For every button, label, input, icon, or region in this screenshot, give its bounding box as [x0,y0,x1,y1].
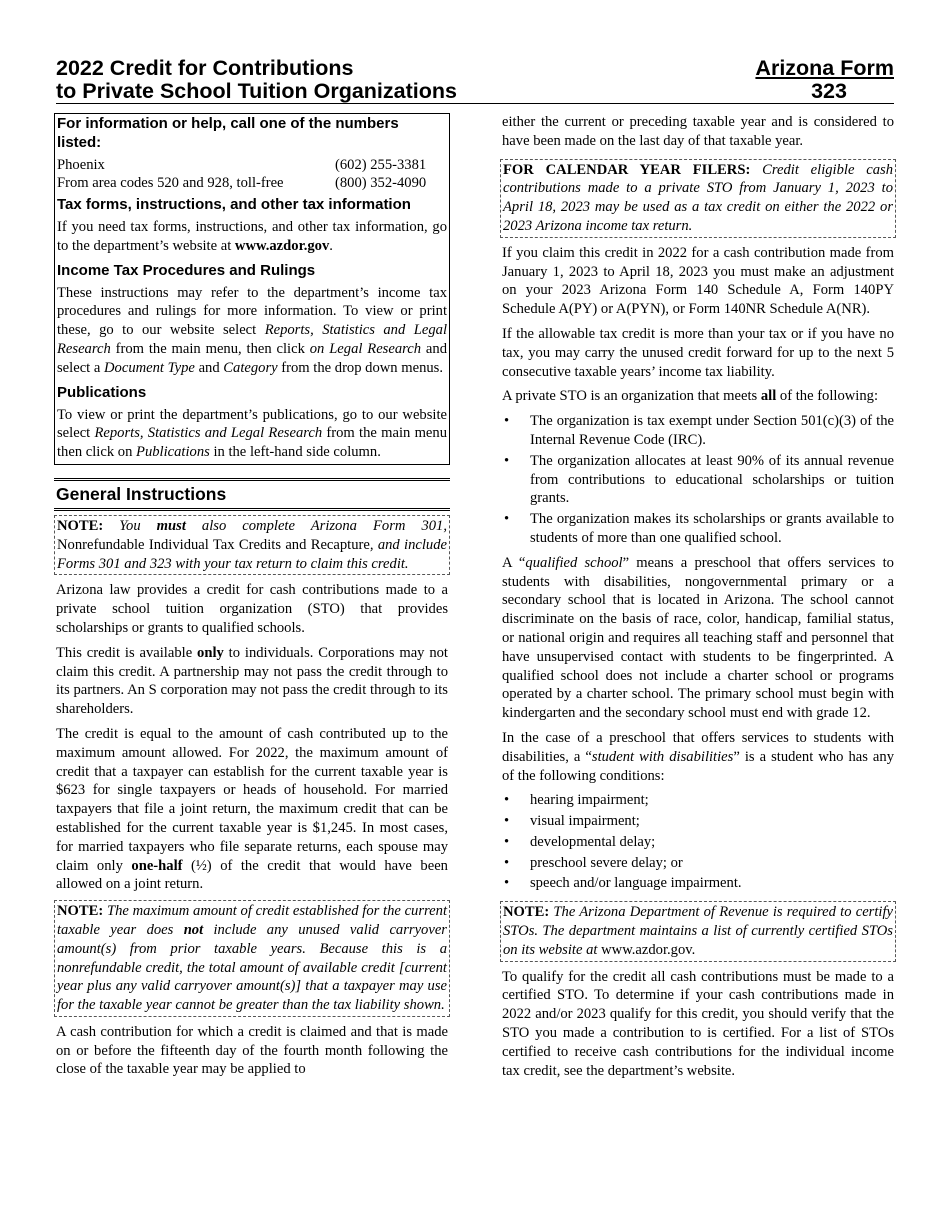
note-box: NOTE: The maximum amount of credit established for the current taxable year does not include any unused valid carryover amount(s) from prior taxable years. Because this is a nonrefundable credit, the total amount of available credit [current year plus any valid carryover amount(s)] that a taxpayer may use for the taxable year cannot be greater than the tax liability shown. [54,900,450,1017]
list-item: • developmental delay; [502,833,894,852]
tax-forms-text: If you need tax forms, instructions, and other tax information, go to the department’s website at www.azdor.gov. [57,219,447,254]
website-link[interactable]: www.azdor.gov [234,237,330,254]
general-instructions-heading: General Instructions [54,478,450,511]
phone-row [57,156,447,174]
form-identifier [744,57,894,103]
list-item: • The organization allocates at least 90% of its annual revenue from contributions to educational scholarships or tuition grants. [502,452,894,508]
title-line-2: to Private School Tuition Organizations [56,79,457,103]
paragraph: either the current or preceding taxable year and is considered to have been made on the last day of that taxable year. [502,114,894,149]
info-box [54,113,450,465]
form-label: Arizona Form [755,56,894,80]
list-item: • visual impairment; [502,812,894,831]
calendar-year-note: FOR CALENDAR YEAR FILERS: Credit eligible cash contributions made to a private STO from January 1, 2023 to April 18, 2023 may be used as a tax credit on either the 2022 or 2023 Arizona income tax return. [500,159,896,238]
page-header [56,57,894,104]
paragraph: If the allowable tax credit is more than your tax or if you have no tax, you may carry the unused credit forward for up to the next 5 consecutive taxable years’ income tax liability. [502,325,894,380]
paragraph: In the case of a preschool that offers services to students with disabilities, a “student with disabilities” is a student who has any of the following conditions: [502,729,894,784]
publications-text: To view or print the department’s publications, go to our website select Reports, Statistics and Legal Research from the main menu then click on Publications in the left-hand side column. [57,406,447,461]
phone-row [57,174,447,192]
phone-number: (800) 352-4090 [335,175,427,191]
title-line-1: 2022 Credit for Contributions [56,56,354,80]
form-number: 323 [811,79,847,103]
publications-heading: Publications [57,383,147,401]
conditions-list [502,791,894,893]
list-item: • preschool severe delay; or [502,854,894,873]
paragraph: A private STO is an organization that meets all of the following: [502,388,879,405]
list-item: • The organization is tax exempt under Section 501(c)(3) of the Internal Revenue Code (IRC). [502,412,894,450]
paragraph: A cash contribution for which a credit is claimed and that is made on or before the fifteenth day of the fourth month following the close of the taxable year may be applied to [56,1023,448,1078]
procedures-heading: Income Tax Procedures and Rulings [57,261,316,279]
website-link[interactable]: www.azdor.gov. [601,941,696,958]
sto-criteria-list [502,412,894,548]
page-title [56,57,457,103]
paragraph: If you claim this credit in 2022 for a cash contribution made from January 1, 2023 to April 18, 2023 you must make an adjustment on your 2023 Arizona Form 140 Schedule A, Form 140PY Schedule A(PY) or A(PYN), or Form 140NR Schedule A(NR). [502,244,894,318]
tax-forms-heading: Tax forms, instructions, and other tax information [57,196,411,213]
list-item: • hearing impairment; [502,791,894,810]
phone-label: From area codes 520 and 928, toll-free [57,175,284,191]
note-box: NOTE: You must also complete Arizona Form 301, Nonrefundable Individual Tax Credits and Recapture, and include Forms 301 and 323 with your tax return to claim this credit. [54,515,450,575]
paragraph: To qualify for the credit all cash contributions must be made to a certified STO. To determine if your cash contributions made in 2022 and/or 2023 qualify for this credit, you should verify that the STO you made a contribution to is certified. For a list of STOs certified to receive cash contributions for the individual income tax credit, see the department’s website. [502,968,894,1079]
left-column [56,113,448,1085]
paragraph: This credit is available only to individuals. Corporations may not claim this credit. A partnership may not pass the credit through to its partners. An S corporation may not pass the credit through to its shareholders. [56,644,448,718]
procedures-text: These instructions may refer to the department’s income tax procedures and rulings for more information. To view or print these, go to our website select Reports, Statistics and Legal Research from the main menu, then click on Legal Research and select a Document Type and Category from the drop down menus. [57,284,447,376]
phone-label: Phoenix [57,157,105,173]
list-item: • speech and/or language impairment. [502,874,894,893]
certification-note: NOTE: The Arizona Department of Revenue is required to certify STOs. The department maintains a list of currently certified STOs on its website at www.azdor.gov. [500,901,896,961]
info-heading: For information or help, call one of the numbers listed: [57,115,399,151]
paragraph: A “qualified school” means a preschool that offers services to students with disabilities, nongovernmental primary or a secondary school that is located in Arizona. The school cannot discriminate on the basis of race, color, handicap, familial status, or national origin and requires all teaching staff and personnel that have unsupervised contact with students to be fingerprinted. A qualified school does not include a charter school or programs operated by a charter school. The primary school must begin with kindergarten and the secondary school must end with grade 12. [502,554,894,722]
phone-number: (602) 255-3381 [335,157,427,173]
paragraph: Arizona law provides a credit for cash contributions made to a private school tuition organization (STO) that provides scholarships or grants to qualified schools. [56,582,448,636]
right-column [502,113,894,1086]
list-item: • The organization makes its scholarships or grants available to students of more than one qualified school. [502,510,894,548]
paragraph: The credit is equal to the amount of cash contributed up to the maximum amount allowed. For 2022, the maximum amount of credit that a taxpayer can establish for the current taxable year is $623 for single taxpayers or heads of household. For married taxpayers that file a joint return, the maximum credit that can be established for the current taxable year is $1,245. In most cases, for married taxpayers who file separate returns, each spouse may claim only one-half (½) of the credit that would have been allowed on a joint return. [56,725,448,893]
